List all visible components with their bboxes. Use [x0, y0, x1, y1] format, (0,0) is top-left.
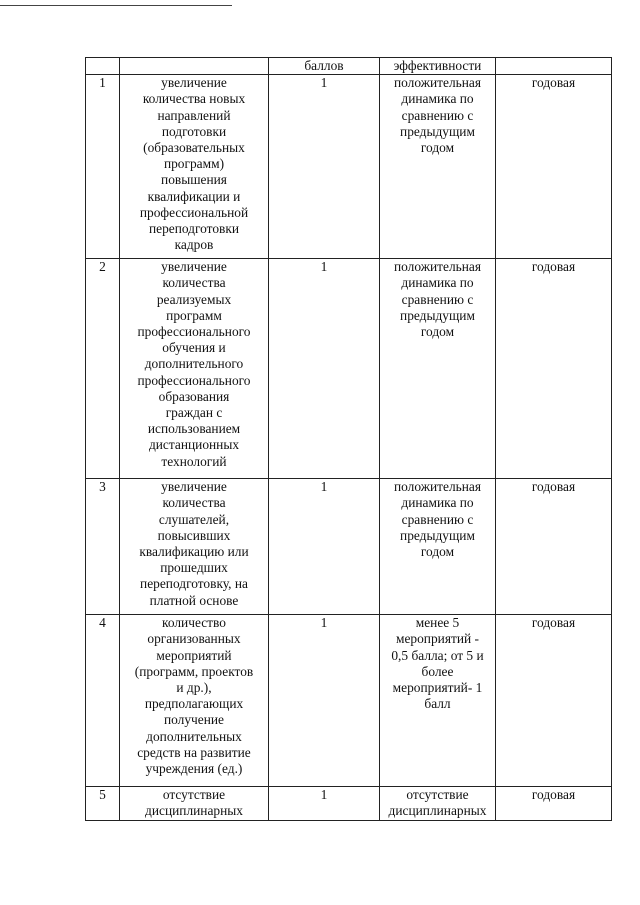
row-criterion: отсутствие дисциплинарных	[380, 787, 496, 820]
row-period: годовая	[496, 75, 612, 259]
row-score: 1	[269, 259, 380, 479]
table-row	[86, 615, 612, 787]
row-criterion: положительная динамика по сравнению с предыдущим годом	[380, 75, 496, 259]
table-row	[86, 75, 612, 259]
header-number	[86, 58, 120, 75]
row-indicator: увеличение количества слушателей, повысивших квалификацию или прошедших переподготовку, на платной основе	[120, 479, 269, 615]
row-period: годовая	[496, 615, 612, 787]
row-score: 1	[269, 787, 380, 820]
row-number: 3	[86, 479, 120, 615]
row-indicator: отсутствие дисциплинарных	[120, 787, 269, 820]
table-header-row	[86, 58, 612, 75]
row-number: 2	[86, 259, 120, 479]
row-score: 1	[269, 479, 380, 615]
table-row	[86, 259, 612, 479]
row-criterion: положительная динамика по сравнению с предыдущим годом	[380, 479, 496, 615]
row-period: годовая	[496, 479, 612, 615]
row-score: 1	[269, 615, 380, 787]
row-criterion: менее 5 мероприятий - 0,5 балла; от 5 и более мероприятий- 1 балл	[380, 615, 496, 787]
row-indicator: количество организованных мероприятий (программ, проектов и др.), предполагающих получение дополнительных средств на развитие учреждения (ед.)	[120, 615, 269, 787]
row-indicator: увеличение количества новых направлений подготовки (образовательных программ) повышения квалификации и профессиональной переподготовки кадров	[120, 75, 269, 259]
header-score: баллов	[269, 58, 380, 75]
header-criterion: эффективности	[380, 58, 496, 75]
row-period: годовая	[496, 259, 612, 479]
header-indicator	[120, 58, 269, 75]
row-criterion: положительная динамика по сравнению с предыдущим годом	[380, 259, 496, 479]
row-number: 5	[86, 787, 120, 820]
row-indicator: увеличение количества реализуемых программ профессионального обучения и дополнительного профессионального образования граждан с использованием дистанционных технологий	[120, 259, 269, 479]
header-period	[496, 58, 612, 75]
row-score: 1	[269, 75, 380, 259]
table-row	[86, 787, 612, 820]
row-period: годовая	[496, 787, 612, 820]
row-number: 4	[86, 615, 120, 787]
table-row	[86, 479, 612, 615]
row-number: 1	[86, 75, 120, 259]
indicators-table	[85, 57, 612, 821]
top-rule	[0, 5, 232, 6]
